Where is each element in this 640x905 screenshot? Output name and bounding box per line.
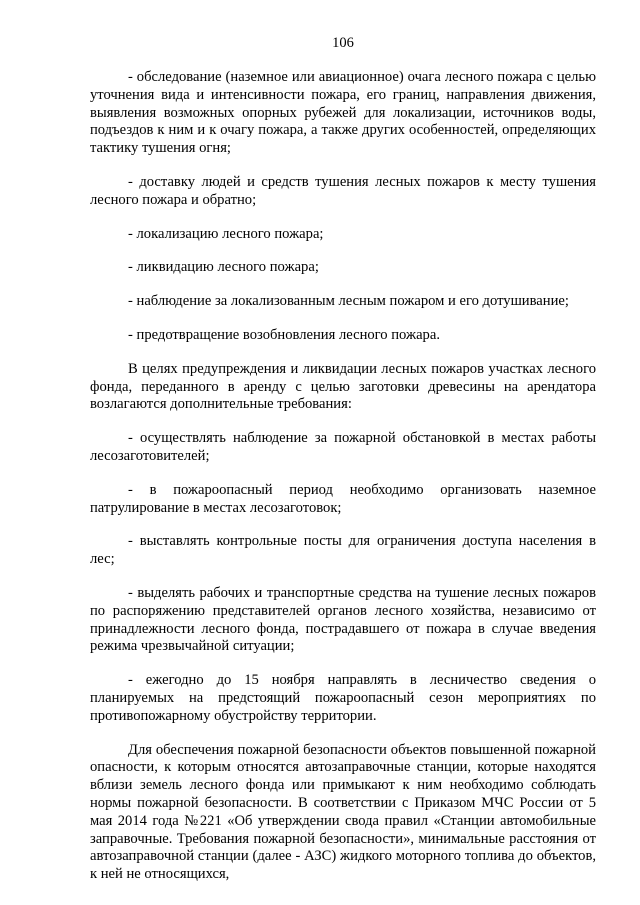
page-number: 106 [332,35,354,51]
paragraph-lessee-requirements: В целях предупреждения и ликвидации лесных пожаров участках лесного фонда, переданного в аренду с целью заготовки древесины на арендатора возлагаются дополнительные требования: [90,360,596,413]
paragraph-liquidation: - ликвидацию лесного пожара; [128,259,319,276]
paragraph-fuel-stations: Для обеспечения пожарной безопасности объектов повышенной пожарной опасности, к которым относятся автозаправочные станции, которые находятся вблизи земель лесного фонда или примыкают к ним необходимо соблюдать нормы пожарной безопасности. В соответствии с Приказом МЧС России от 5 мая 2014 года №221 «Об утверждении свода правил «Станции автомобильные заправочные. Требования пожарной безопасности», минимальные расстояния от автозаправочной станции (далее - АЗС) жидкого моторного топлива до объектов, к ней не относящихся, [90,741,596,883]
paragraph-delivery: - доставку людей и средств тушения лесных пожаров к месту тушения лесного пожара и обратно; [90,173,596,208]
paragraph-monitoring: - осуществлять наблюдение за пожарной обстановкой в местах работы лесозаготовителей; [90,430,596,464]
document-page [90,34,596,884]
paragraph-annual-report: - ежегодно до 15 ноября направлять в лесничество сведения о планируемых на предстоящий пожароопасный сезон мероприятиях по противопожарному обустройству территории. [90,672,596,724]
paragraph-workers-vehicles: - выделять рабочих и транспортные средства на тушение лесных пожаров по распоряжению представителей органов лесного хозяйства, независимо от принадлежности лесного фонда, пострадавшего от пожара в случае введения режима чрезвычайной ситуации; [90,584,596,655]
paragraph-survey: - обследование (наземное или авиационное) очага лесного пожара с целью уточнения вида и интенсивности пожара, его границ, направления движения, выявления возможных опорных рубежей для локализации, источников воды, подъездов к ним и к очагу пожара, а также других особенностей, определяющих тактику тушения огня; [90,69,596,157]
paragraph-observation: - наблюдение за локализованным лесным пожаром и его дотушивание; [128,293,569,310]
paragraph-localization: - локализацию лесного пожара; [128,225,324,242]
paragraph-prevention: - предотвращение возобновления лесного пожара. [128,326,440,343]
paragraph-patrolling: - в пожароопасный период необходимо организовать наземное патрулирование в местах лесозаготовок; [90,481,596,516]
paragraph-control-posts: - выставлять контрольные посты для ограничения доступа населения в лес; [90,533,596,568]
